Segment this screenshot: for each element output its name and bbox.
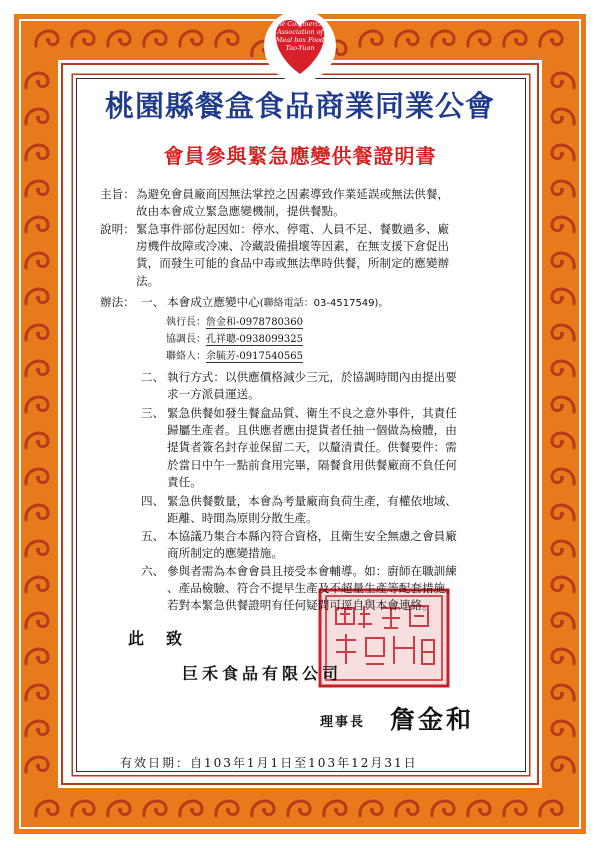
item-line: 執行方式：以供應價格減少三元，於協調時間內由提出要 bbox=[167, 370, 457, 384]
salutation: 此致 bbox=[128, 629, 205, 648]
method-item-6 bbox=[167, 563, 502, 615]
explanation-text bbox=[136, 221, 506, 290]
certificate-title: 會員參與緊急應變供餐證明書 bbox=[163, 144, 437, 168]
logo-line: Tao-Yuan bbox=[285, 44, 315, 52]
item-line: 緊急供餐數量，本會為考量廠商負荷生產，有權依地域、 bbox=[167, 494, 457, 508]
contact-role: 執行長： bbox=[166, 317, 206, 328]
item-number: 六、 bbox=[141, 564, 165, 578]
item-line: 本協議乃集合本縣內符合資格，且衛生安全無慮之會員廠 bbox=[167, 529, 457, 543]
item-line: 緊急供餐如發生餐盒品質、衛生不良之意外事件，其責任 bbox=[167, 406, 457, 420]
item-number: 三、 bbox=[141, 406, 165, 420]
logo-line: The Commercial bbox=[272, 20, 328, 28]
explanation-line: 法。 bbox=[136, 273, 160, 288]
explanation-line: 緊急事件部份起因如：停水、停電、人員不足、餐數過多、廠 bbox=[136, 222, 450, 236]
contact-row bbox=[166, 351, 303, 363]
method-item-4 bbox=[167, 493, 502, 527]
contact-role: 協調長： bbox=[166, 334, 206, 345]
contact-row bbox=[166, 334, 303, 346]
recipient-company: 巨禾食品有限公司 bbox=[182, 664, 343, 683]
item-number: 二、 bbox=[141, 370, 165, 384]
item-line: (聯絡電話：03-4517549)。 bbox=[259, 298, 389, 309]
item-line: 參與者需為本會會員且接受本會輔導。如：廚師在職訓練 bbox=[167, 564, 457, 578]
method-item-5 bbox=[167, 528, 502, 562]
signatory-title: 理事長 bbox=[320, 715, 366, 730]
purpose-line: 故由本會成立緊急應變機制，提供餐點。 bbox=[136, 204, 345, 219]
item-line: 責任。 bbox=[167, 474, 202, 489]
contact-role: 聯絡人： bbox=[166, 351, 206, 362]
purpose-text bbox=[136, 186, 506, 220]
item-number: 五、 bbox=[141, 529, 165, 543]
item-line: 、產品檢驗、符合不提早生產及不超量生產等配套措施。 bbox=[167, 581, 457, 596]
method-item-2 bbox=[167, 369, 502, 403]
contact-value: 詹金和-0978780360 bbox=[206, 317, 304, 328]
contact-row bbox=[166, 317, 303, 329]
item-line: 若對本緊急供餐證明有任何疑問可逕自與本會連絡。 bbox=[167, 598, 434, 613]
item-number: 四、 bbox=[141, 494, 165, 508]
association-name: 桃園縣餐盒食品商業同業公會 bbox=[104, 89, 495, 123]
item-line: 距離、時間為原則分散生產。 bbox=[167, 511, 318, 526]
method-item-3 bbox=[167, 405, 502, 491]
logo-text bbox=[272, 20, 328, 52]
item-line: 於當日中午一點前食用完畢，隔餐食用供餐廠商不負任何 bbox=[167, 457, 457, 472]
item-line: 本會成立應變中心 bbox=[167, 295, 260, 309]
item-line: 商所制定的應變措施。 bbox=[167, 546, 283, 561]
contact-value: 孔祥聰-0938099325 bbox=[206, 334, 304, 345]
validity-period: 有效日期：自103年1月1日至103年12月31日 bbox=[120, 756, 418, 770]
logo-line: Meal box Food bbox=[275, 36, 325, 44]
method-item-1 bbox=[167, 294, 502, 312]
signatory-name: 詹金和 bbox=[390, 705, 475, 734]
method-label: 辦法： bbox=[100, 295, 135, 309]
item-line: 求一方派員運送。 bbox=[167, 387, 260, 402]
item-number: 一、 bbox=[141, 295, 165, 309]
item-line: 歸屬生產者。且供應者應由提貨者任抽一個做為檢體，由 bbox=[167, 423, 457, 438]
explanation-label: 說明： bbox=[100, 222, 135, 236]
purpose-label: 主旨： bbox=[100, 187, 135, 201]
purpose-line: 為避免會員廠商因無法掌控之因素導致作業延誤或無法供餐， bbox=[136, 187, 450, 201]
explanation-line: 房機件故障或冷凍、冷藏設備損壞等因素，在無支援下倉促出 bbox=[136, 239, 450, 254]
explanation-line: 貨，而發生可能的食品中毒或無法準時供餐，所制定的應變辦 bbox=[136, 256, 450, 271]
logo-line: Association of bbox=[276, 28, 324, 36]
contact-value: 余毓芳-0917540565 bbox=[206, 351, 304, 362]
item-line: 提貨者簽名封存並保留二天，以釐清責任。供餐要件：需 bbox=[167, 440, 457, 455]
